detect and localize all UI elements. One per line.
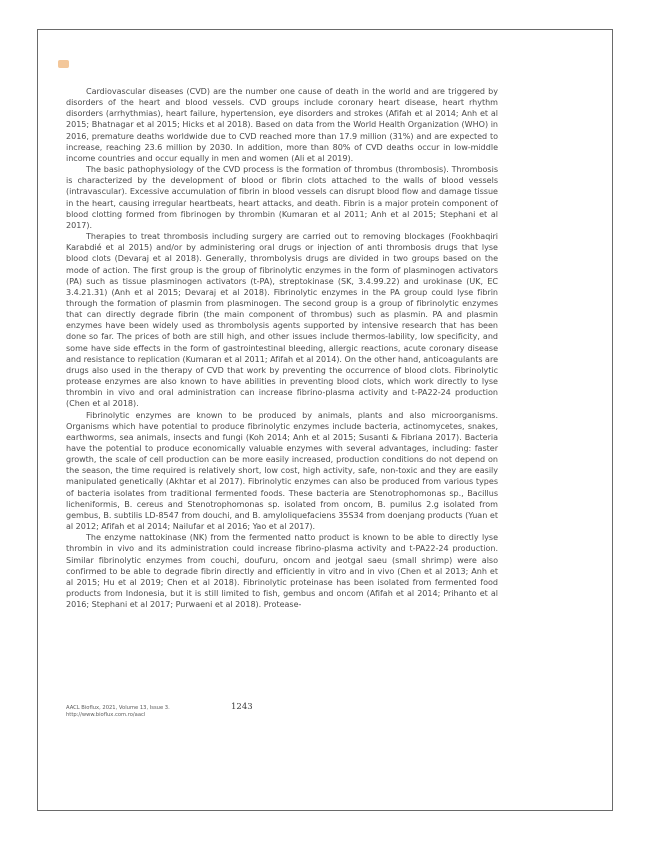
page-number: 1243 — [231, 702, 253, 712]
paragraph-3: Therapies to treat thrombosis including surgery are carried out to removing blockages (Fookhbaqiri Karabdié et al 2015) and/or by administering oral drugs or injection of anti thrombosis drugs that lyse blood clots (Devaraj et al 2018). Generally, thrombolysis drugs are divided in two groups based on the mode of action. The first group is the group of fibrinolytic enzymes in the form of plasminogen activators (PA) such as tissue plasminogen activators (t-PA), streptokinase (SK, 3.4.99.22) and urokinase (UK, EC 3.4.21.31) (Anh et al 2015; Devaraj et al 2018). Fibrinolytic enzymes in the PA group could lyse fibrin through the formation of plasmin from plasminogen. The second group is a group of fibrinolytic enzymes that can directly degrade fibrin (the main component of thrombus) such as plasmin. PA and plasmin enzymes have been widely used as thrombolysis agents supported by intensive research that has been done so far. The prices of both are still high, and other issues include thermos-lability, low specificity, and some have side effects in the form of gastrointestinal bleeding, allergic reactions, acute coronary disease and resistance to replication (Kumaran et al 2011; Afifah et al 2014). On the other hand, anticoagulants are drugs also used in the therapy of CVD that work by preventing the occurrence of blood clots. Fibrinolytic protease enzymes are also known to have abilities in preventing blood clots, which work directly to lyse thrombin in vivo and oral administration can increase fibrino-plasma activity and t-PA22-24 production (Chen et al 2018). — [66, 232, 498, 409]
footer-url: http://www.bioflux.com.ro/aacl — [66, 711, 146, 718]
paragraph-5: The enzyme nattokinase (NK) from the fermented natto product is known to be able to directly lyse thrombin in vivo and its administration could increase fibrino-plasma activity and t-PA22-24 production. Similar fibrinolytic enzymes from couchi, doufuru, oncom and jeotgal saeu (small shrimp) were also confirmed to be able to degrade fibrin directly and efficiently in vitro and in vivo (Chen et al 2013; Anh et al 2015; Hu et al 2019; Chen et al 2018). Fibrinolytic proteinase has been isolated from fermented food products from Indonesia, but it is still limited to fish, gembus and oncom (Afifah et al 2014; Prihanto et al 2016; Stephani et al 2017; Purwaeni et al 2018). Protease- — [66, 533, 498, 610]
paragraph-4: Fibrinolytic enzymes are known to be produced by animals, plants and also microorganisms. Organisms which have potential to produce fibrinolytic enzymes include bacteria, actinomycetes, snakes, earthworms, sea animals, insects and fungi (Koh 2014; Anh et al 2015; Susanti & Fibriana 2017). Bacteria have the potential to produce economically valuable enzymes with several advantages, including: faster growth, the scale of cell production can be more easily increased, production conditions do not depend on the season, the time required is relatively short, low cost, high activity, safe, non-toxic and they are easily manipulated genetically (Akhtar et al 2017). Fibrinolytic enzymes can also be produced from various types of bacteria isolates from traditional fermented foods. These bacteria are Stenotrophomonas sp., Bacillus licheniformis, B. cereus and Stenotrophomonas sp. isolated from oncom, B. pumilus 2.g isolated from gembus, B. subtilis LD-8547 from douchi, and B. amyloliquefaciens 35S34 from doenjang products (Yuan et al 2012; Afifah et al 2014; Nailufar et al 2016; Yao et al 2017). — [66, 410, 498, 532]
footer-citation — [66, 705, 170, 718]
paragraph-2: The basic pathophysiology of the CVD process is the formation of thrombus (thrombosis). Thrombosis is characterized by the development of blood or fibrin clots attached to the walls of blood vessels (intravascular). Excessive accumulation of fibrin in blood vessels can disrupt blood flow and damage tissue in the heart, causing irregular heartbeats, heart attacks, and death. Fibrin is a major protein component of blood clotting formed from fibrinogen by thrombin (Kumaran et al 2011; Anh et al 2015; Stephani et al 2017). — [66, 165, 498, 230]
paragraph-1: Cardiovascular diseases (CVD) are the number one cause of death in the world and are triggered by disorders of the heart and blood vessels. CVD groups include coronary heart disease, heart rhythm disorders (arrhythmias), heart failure, hypertension, eye disorders and strokes (Afifah et al 2014; Anh et al 2015; Bhatnagar et al 2015; Hicks et al 2018). Based on data from the World Health Organization (WHO) in 2016, premature deaths worldwide due to CVD reached more than 17.9 million (31%) and are expected to increase, reaching 23.6 million by 2030. In addition, more than 80% of CVD deaths occur in low-middle income countries and occur equally in men and women (Ali et al 2019). — [66, 87, 498, 163]
body-text — [66, 86, 498, 610]
annotation-tag[interactable] — [58, 60, 69, 68]
footer-journal: AACL Bioflux, 2021, Volume 13, Issue 3. — [66, 705, 170, 711]
